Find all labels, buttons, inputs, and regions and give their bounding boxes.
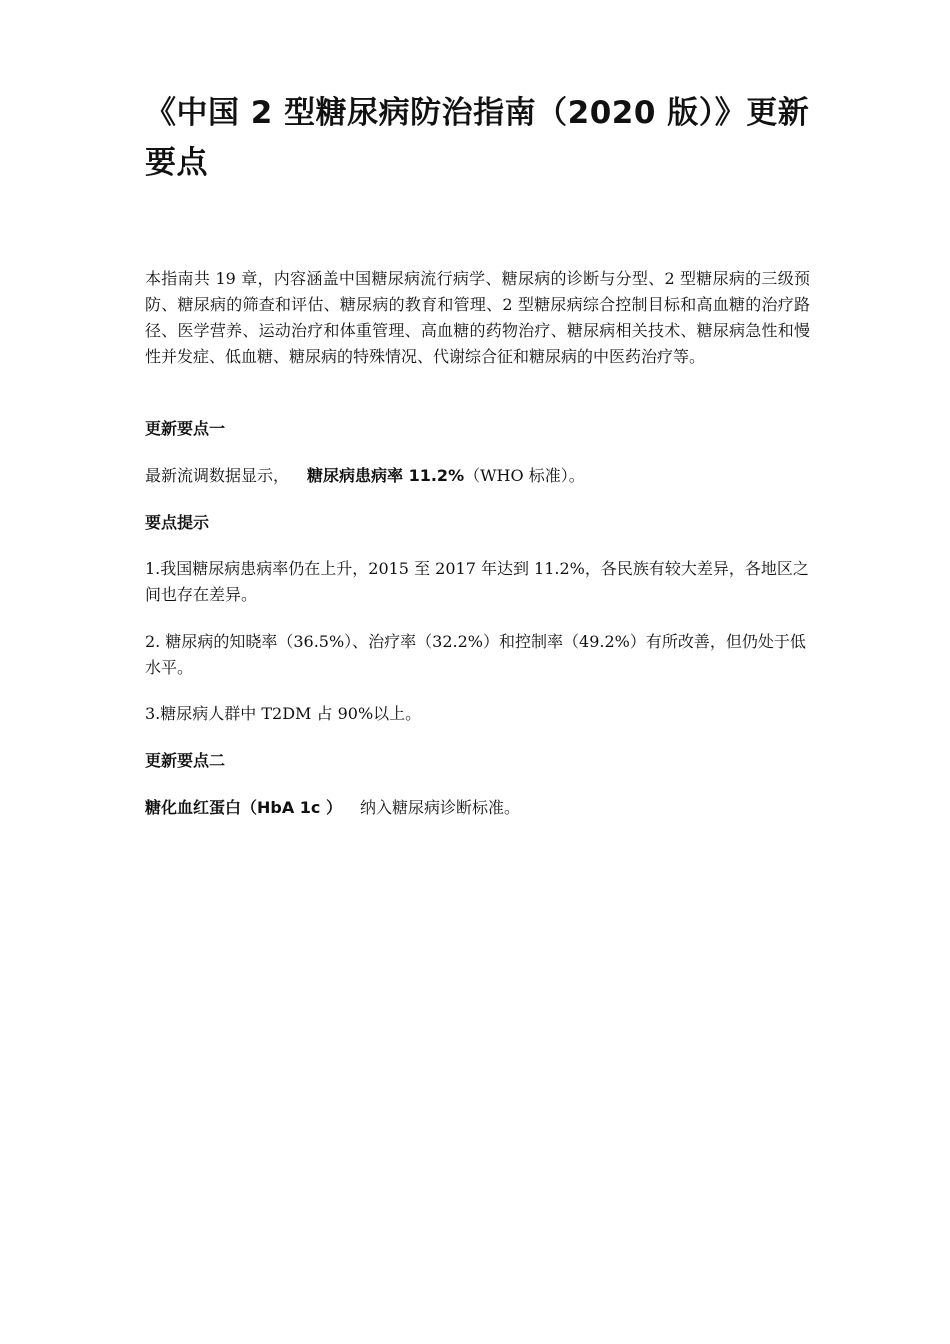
update-1-lead: 最新流调数据显示， bbox=[145, 466, 290, 485]
tip-item-1: 1.我国糖尿病患病率仍在上升，2015 至 2017 年达到 11.2%，各民族有较大差异，各地区之间也存在差异。 bbox=[145, 559, 809, 604]
update-1-highlight: 糖尿病患病率 11.2% bbox=[307, 466, 465, 485]
update-1-paragraph bbox=[145, 463, 810, 489]
tip-item-3: 3.糖尿病人群中 T2DM 占 90%以上。 bbox=[145, 704, 422, 723]
update-2-highlight: 糖化血红蛋白（HbA 1c ） bbox=[145, 798, 342, 817]
section-heading-update-1: 更新要点一 bbox=[145, 419, 226, 438]
update-2-tail: 纳入糖尿病诊断标准。 bbox=[360, 798, 521, 817]
update-2-paragraph bbox=[145, 795, 810, 821]
section-heading-tips: 要点提示 bbox=[145, 513, 210, 532]
section-heading-update-2: 更新要点二 bbox=[145, 751, 226, 770]
tip-item-2: 2. 糖尿病的知晓率（36.5%）、治疗率（32.2%）和控制率（49.2%）有所改善，但仍处于低水平。 bbox=[145, 632, 806, 677]
intro-paragraph: 本指南共 19 章，内容涵盖中国糖尿病流行病学、糖尿病的诊断与分型、2 型糖尿病的三级预防、糖尿病的筛查和评估、糖尿病的教育和管理、2 型糖尿病综合控制目标和高血糖的治疗路径、医学营养、运动治疗和体重管理、高血糖的药物治疗、糖尿病相关技术、糖尿病急性和慢性并发症、低血糖、糖尿病的特殊情况、代谢综合征和糖尿病的中医药治疗等。 bbox=[145, 269, 810, 366]
document-title: 《中国 2 型糖尿病防治指南（2020 版）》更新要点 bbox=[145, 95, 810, 181]
update-1-tail: （WHO 标准）。 bbox=[464, 466, 585, 485]
